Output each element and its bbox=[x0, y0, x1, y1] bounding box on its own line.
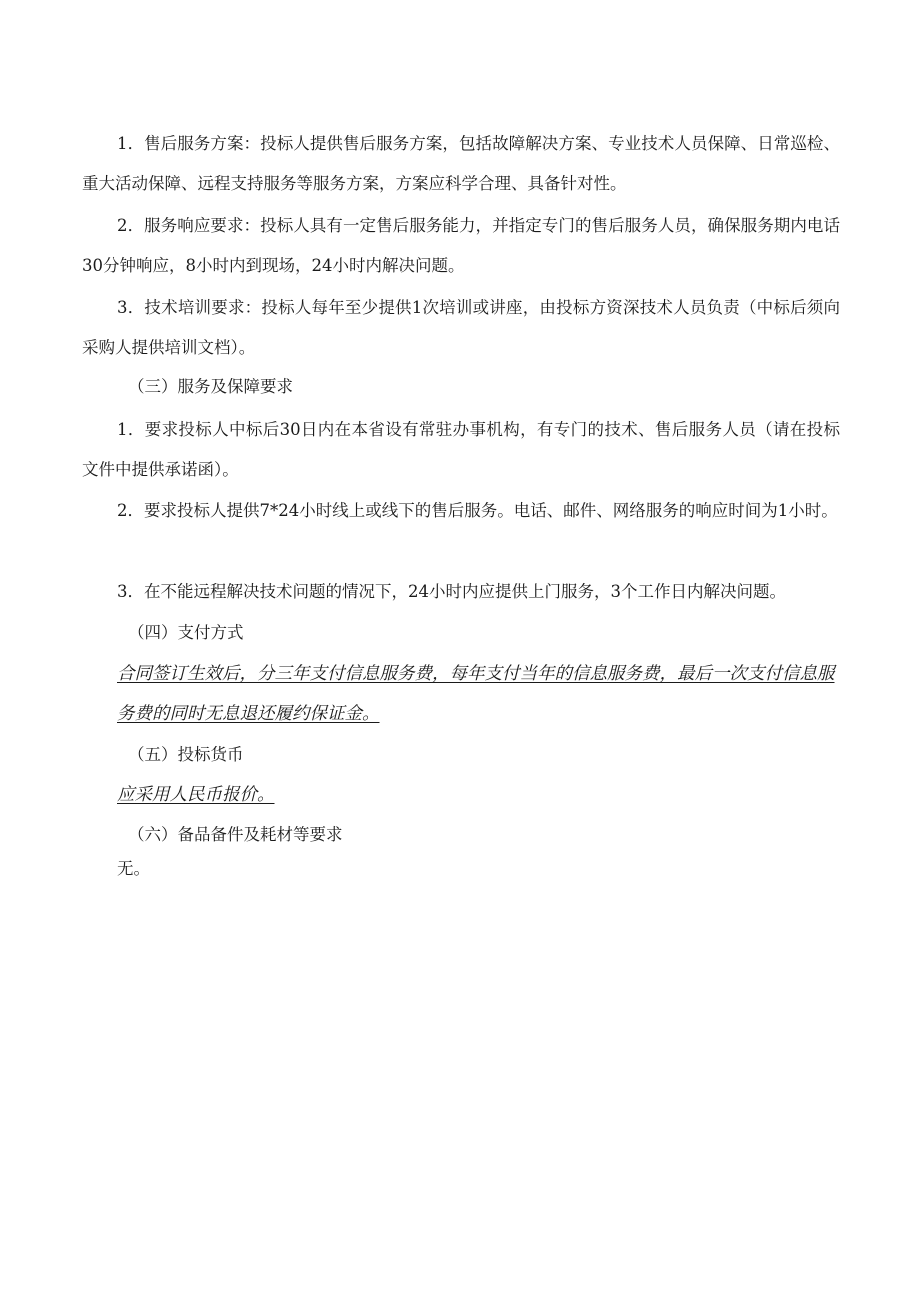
service-item-2: 2．服务响应要求：投标人具有一定售后服务能力，并指定专门的售后服务人员，确保服务期内电话30分钟响应，8小时内到现场，24小时内解决问题。 bbox=[82, 216, 840, 275]
service-item-3: 3．技术培训要求：投标人每年至少提供1次培训或讲座，由投标方资深技术人员负责（中标后须向采购人提供培训文档）。 bbox=[82, 298, 840, 357]
section-3-item-1: 1．要求投标人中标后30日内在本省设有常驻办事机构，有专门的技术、售后服务人员（请在投标文件中提供承诺函）。 bbox=[82, 420, 840, 479]
service-item-1: 1．售后服务方案：投标人提供售后服务方案，包括故障解决方案、专业技术人员保障、日常巡检、重大活动保障、远程支持服务等服务方案，方案应科学合理、具备针对性。 bbox=[82, 134, 840, 193]
currency-text: 应采用人民币报价。 bbox=[117, 785, 275, 805]
section-5-heading: （五）投标货币 bbox=[128, 745, 244, 764]
payment-terms-text: 合同签订生效后，分三年支付信息服务费，每年支付当年的信息服务费，最后一次支付信息服务费的同时无息退还履约保证金。 bbox=[117, 664, 835, 724]
section-6-heading: （六）备品备件及耗材等要求 bbox=[128, 825, 343, 844]
section-3-heading: （三）服务及保障要求 bbox=[128, 377, 293, 396]
section-3-item-2: 2．要求投标人提供7*24小时线上或线下的售后服务。电话、邮件、网络服务的响应时间为1小时。 bbox=[117, 501, 838, 520]
section-4-heading: （四）支付方式 bbox=[128, 623, 244, 642]
section-3-item-3: 3．在不能远程解决技术问题的情况下，24小时内应提供上门服务，3个工作日内解决问题。 bbox=[117, 582, 786, 601]
spare-parts-text: 无。 bbox=[117, 859, 150, 878]
